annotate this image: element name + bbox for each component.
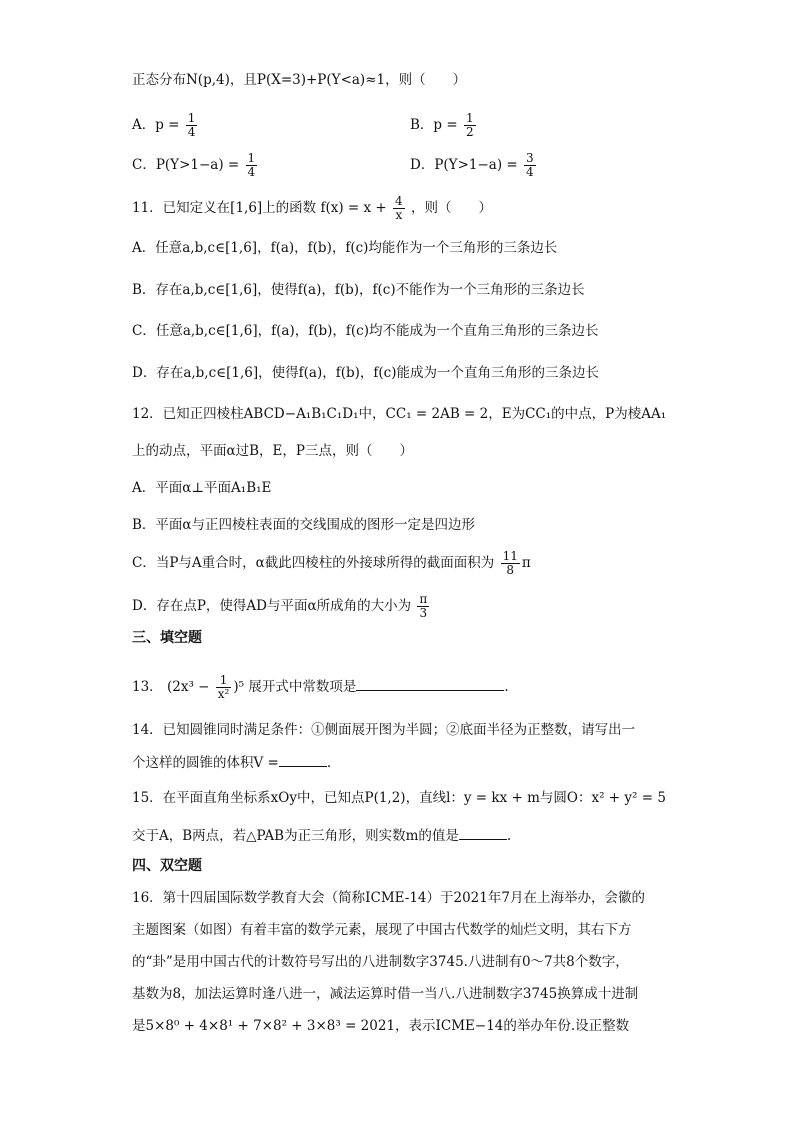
q11-option-d: D．存在a,b,c∈[1,6]，使得f(a)，f(b)，f(c)能成为一个直角三角形的三条边长: [132, 365, 599, 381]
q11-option-b: B．存在a,b,c∈[1,6]，使得f(a)，f(b)，f(c)不能作为一个三角形的三条边长: [132, 282, 585, 298]
answer-blank[interactable]: [459, 825, 507, 840]
q14-line-2: 个这样的圆锥的体积V = .: [132, 752, 331, 773]
q12-option-b: B．平面α与正四棱柱表面的交线围成的图形一定是四边形: [132, 517, 476, 533]
section-heading-fill-in: 三、填空题: [132, 630, 202, 646]
fraction: $\frac{1}{\text{x²}}$: [217, 673, 230, 701]
q10-stem-tail: 正态分布N(p,4)，且P(X=3)+P(Y<a)≈1，则（ ）: [132, 72, 467, 88]
q10-option-b: B．p = $\frac{1}{2}$: [410, 111, 474, 139]
q12-stem-1: 12．已知正四棱柱ABCD−A₁B₁C₁D₁中，CC₁ = 2AB = 2，E为CC₁的中点，P为棱AA₁: [132, 406, 667, 422]
q11-stem: 11．已知定义在[1,6]上的函数 f(x) = x + $\frac{4}{x}$ ，则（ ）: [132, 194, 492, 222]
section-heading-double-blank: 四、双空题: [132, 858, 202, 874]
q10-option-a: A．p = $\frac{1}{4}$: [132, 111, 196, 139]
q11-option-c: C．任意a,b,c∈[1,6]，f(a)，f(b)，f(c)均不能成为一个直角三角形的三条边长: [132, 323, 599, 339]
q12-option-a: A．平面α⊥平面A₁B₁E: [132, 480, 272, 496]
fraction: $\frac{\pi}{3}$: [419, 592, 428, 620]
q16-line-3: 的“卦”是用中国古代的计数符号写出的八进制数字3745.八进制有0～7共8个数字，: [132, 954, 629, 970]
q12-option-d: D．存在点P，使得AD与平面α所成角的大小为 $\frac{\pi}{3}$: [132, 592, 428, 620]
fraction: $\frac{1}{2}$: [465, 111, 474, 139]
q14-line-1: 14．已知圆锥同时满足条件：①侧面展开图为半圆；②底面半径为正整数，请写出一: [132, 722, 636, 738]
q10-option-c: C．P(Y>1−a) = $\frac{1}{4}$: [132, 151, 256, 179]
q13: 13． (2x³ − $\frac{1}{\text{x²}}$ )⁵ 展开式中常数项是 .: [132, 673, 509, 701]
fraction: $\frac{1}{4}$: [247, 151, 256, 179]
q16-line-1: 16．第十四届国际数学教育大会（简称ICME-14）于2021年7月在上海举办，会徽的: [132, 890, 645, 906]
q15-line-1: 15．在平面直角坐标系xOy中，已知点P(1,2)，直线l：y = kx + m与圆O：x² + y² = 5: [132, 790, 666, 806]
q11-option-a: A．任意a,b,c∈[1,6]，f(a)，f(b)，f(c)均能作为一个三角形的三条边长: [132, 240, 558, 256]
q10-option-d: D．P(Y>1−a) = $\frac{3}{4}$: [410, 151, 534, 179]
fraction: $\frac{4}{x}$: [395, 194, 403, 222]
answer-blank[interactable]: [279, 752, 327, 767]
answer-blank[interactable]: [356, 676, 504, 691]
q12-option-c: C．当P与A重合时，α截此四棱柱的外接球所得的截面面积为 $\frac{11}{8}$ π: [132, 549, 531, 577]
fraction: $\frac{11}{8}$: [502, 549, 518, 577]
fraction: $\frac{3}{4}$: [526, 151, 534, 179]
q12-stem-2: 上的动点，平面α过B，E，P三点，则（ ）: [132, 443, 413, 459]
q16-line-5: 是5×8⁰ + 4×8¹ + 7×8² + 3×8³ = 2021，表示ICME−14的举办年份.设正整数: [132, 1018, 630, 1034]
fraction: $\frac{1}{4}$: [187, 111, 196, 139]
q15-line-2: 交于A，B两点，若△PAB为正三角形，则实数m的值是 .: [132, 825, 511, 846]
q16-line-4: 基数为8，加法运算时逢八进一，减法运算时借一当八.八进制数字3745换算成十进制: [132, 986, 639, 1002]
q16-line-2: 主题图案（如图）有着丰富的数学元素，展现了中国古代数学的灿烂文明，其右下方: [132, 922, 632, 938]
